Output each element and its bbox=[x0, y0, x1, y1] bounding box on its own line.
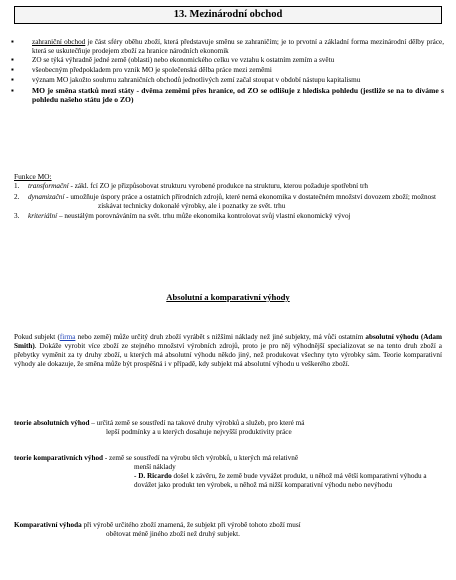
paragraph-text: nebo země) může určitý druh zboží vyrábět s nižšími náklady než jiné subjekty, má vůči ostatním bbox=[75, 333, 366, 341]
list-item bbox=[8, 38, 444, 55]
bullet-icon: ▪ bbox=[11, 85, 14, 95]
definition-text: menší náklady bbox=[134, 462, 176, 471]
definition-term: Komparativní výhoda bbox=[14, 521, 82, 529]
bullet-text: význam MO jakožto souhrnu zahraničních obchodů jednotlivých zemí začal stoupat v období nástupu kapitalismu bbox=[32, 75, 361, 84]
ricardo-name: - D. Ricardo bbox=[134, 471, 172, 480]
bullet-icon: ▪ bbox=[11, 74, 14, 84]
definition-text: lepší podmínky a u kterých dosahuje nejvyšší produktivity práce bbox=[106, 427, 292, 436]
bold-term: absolutní výhodu (Adam Smith) bbox=[14, 333, 442, 350]
bullet-icon: ▪ bbox=[11, 37, 14, 46]
intro-paragraph bbox=[14, 333, 442, 369]
bullet-icon: ▪ bbox=[11, 55, 14, 65]
definition-text: obětovat méně jiného zboží než druhý subjekt. bbox=[106, 529, 240, 538]
list-item bbox=[8, 56, 444, 65]
list-item bbox=[12, 193, 442, 211]
definition-text: při výrobě určitého zboží znamená, že subjekt při výrobě tohoto zboží musí bbox=[81, 521, 301, 529]
list-item bbox=[8, 66, 444, 75]
definition-text: došel k závěru, že země bude vyvážet produkt, u něhož má větší komparativní výhodu a dovážet jako produkt ten výrobek, u něhož má nižší komparativní výhodu nebo nevýhodu bbox=[134, 471, 427, 489]
bullet-text: všeobecným předpokladem pro vznik MO je společenská dělba práce mezi zeměmi bbox=[32, 66, 272, 75]
function-text: – neustálým porovnáváním na svět. trhu může ekonomika kontrolovat svůj vlastní ekonomický vývoj bbox=[57, 212, 351, 221]
section-heading: Absolutní a komparativní výhody bbox=[166, 292, 290, 302]
definition-absolute bbox=[14, 419, 442, 437]
function-name: dynamizační bbox=[28, 192, 65, 201]
function-name: transformační bbox=[28, 182, 69, 190]
item-number: 1. bbox=[14, 182, 20, 190]
list-item bbox=[12, 212, 442, 221]
definition-text bbox=[14, 472, 442, 490]
definition-text: – určitá země se soustředí na takové druhy výrobků a služeb, pro které má bbox=[89, 419, 305, 427]
intro-bullet-list bbox=[8, 38, 444, 105]
function-name: kriteriální bbox=[28, 212, 58, 221]
link-firma[interactable]: firma bbox=[59, 333, 76, 341]
item-number: 3. bbox=[14, 212, 20, 221]
page-title: 13. Mezinárodní obchod bbox=[14, 6, 442, 24]
list-item bbox=[8, 86, 444, 104]
functions-heading: Funkce MO: bbox=[14, 172, 52, 181]
paragraph-text: Pokud subjekt ( bbox=[14, 333, 60, 341]
definition-comparative bbox=[14, 454, 442, 490]
function-text: - zákl. fcí ZO je přizpůsobovat strukturu vyrobené produkce na strukturu, kterou požaduje spotřební trh bbox=[68, 182, 368, 190]
term-zahranicni-obchod: zahraniční obchod bbox=[32, 38, 86, 46]
item-number: 2. bbox=[14, 192, 20, 201]
functions-list bbox=[12, 182, 442, 223]
definition-text: - země se soustředí na výrobu těch výrobků, u kterých má relativně bbox=[103, 454, 299, 462]
bullet-icon: ▪ bbox=[11, 65, 14, 75]
function-text: - umožňuje úspory práce a ostatních přírodních zdrojů, které nemá ekonomika v dostatečném množství dovozem zboží; možnost získávat technicky dokonalé výrobky, ale i poznatky ze svět. trhu bbox=[64, 192, 436, 210]
paragraph-text: . Dokáže vyrobit více zboží ze stejného množství výrobních zdrojů, proto je pro něj výhodnější specializovat se na tento druh zboží a přebytky vyměnit za ty druhy zboží, u kterých má absolutní výhodu někdo jiný, než produkovat všechny tyto výrobky sám. Teorie komparativní výhody ale dokazuje, že směna může být prospěšná i v případě, kdy subjekt má absolutní výhodu u veškerého zboží. bbox=[14, 341, 442, 368]
definition-term: teorie absolutních výhod bbox=[14, 419, 90, 427]
bullet-text: MO je směna statků mezi státy - dvěma zeměmi přes hranice, od ZO se odlišuje z hlediska pohledu (jestliže se na to díváme s pohledu našeho státu jde o ZO) bbox=[32, 85, 444, 104]
bullet-text: ZO se týká výhradně jedné země (oblasti) nebo ekonomického celku ve vztahu k ostatním zemím a světu bbox=[32, 56, 335, 65]
definition-comparative-advantage bbox=[14, 521, 442, 539]
bullet-text: je část sféry oběhu zboží, která představuje směnu se zahraničím; je to prvotní a základní forma mezinárodní dělby práce, která se uskutečňuje prodejem zboží za hranice národních ekonomik bbox=[32, 38, 445, 55]
list-item bbox=[12, 182, 442, 191]
list-item bbox=[8, 76, 444, 85]
definition-term: teorie komparativních výhod bbox=[14, 454, 104, 462]
